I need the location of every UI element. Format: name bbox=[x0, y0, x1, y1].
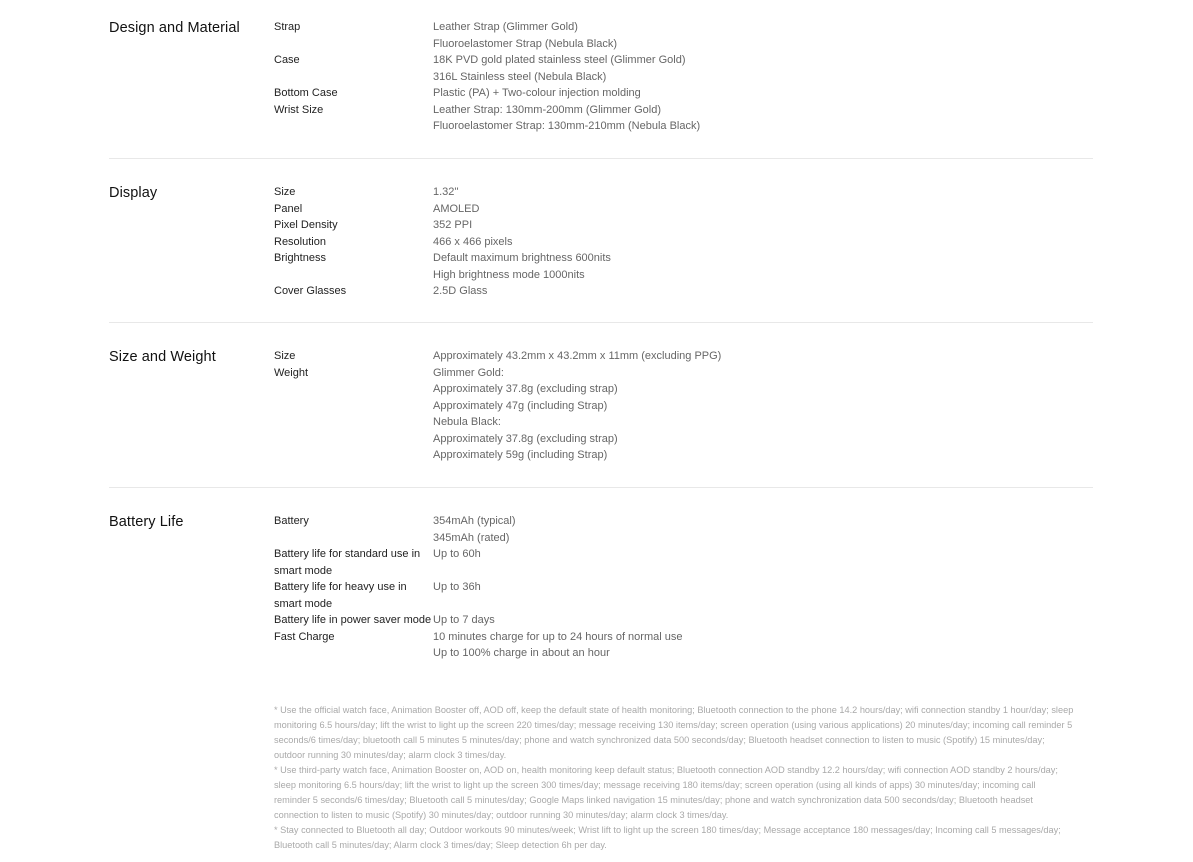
footnote: * Use the official watch face, Animation Booster off, AOD off, keep the default state of health monitoring; Bluetooth connection to the phone 14.2 hours/day; wifi connection standby 1 hour/day; sleep monitoring 6.5 hours/day; lift the wrist to light up the screen 220 times/day; message receiving 130 items/day; screen operation (using various applications) 20 minutes/day; incoming call reminder 5 seconds/6 times/day; bluetooth call 5 minutes 5 minutes/day; phone and watch synchronized data 500 seconds/day; Bluetooth headset connection to listen to music (Spotify) 15 minutes/day; outdoor running 30 minutes/day; alarm clock 3 times/day. bbox=[274, 705, 1074, 760]
spec-row-battery-power-saver bbox=[274, 612, 1094, 629]
spec-value: 466 x 466 pixels bbox=[433, 235, 513, 248]
spec-value: 10 minutes charge for up to 24 hours of normal use bbox=[433, 630, 683, 643]
spec-values bbox=[433, 546, 481, 579]
spec-label: Size bbox=[274, 350, 296, 362]
section-title: Size and Weight bbox=[109, 349, 216, 365]
spec-value: 1.32'' bbox=[433, 186, 459, 198]
spec-values bbox=[433, 184, 459, 201]
spec-row-cover-glasses bbox=[274, 283, 1094, 300]
section-divider bbox=[109, 487, 1093, 488]
spec-value: Approximately 59g (including Strap) bbox=[433, 449, 608, 461]
spec-row-fast-charge bbox=[274, 629, 1094, 662]
spec-row-strap bbox=[274, 19, 1094, 52]
spec-value: 345mAh (rated) bbox=[433, 531, 510, 544]
spec-rows bbox=[274, 184, 1094, 300]
spec-row-size bbox=[274, 348, 1094, 365]
spec-values bbox=[433, 629, 682, 662]
spec-value: Glimmer Gold: bbox=[433, 366, 504, 379]
spec-value: High brightness mode 1000nits bbox=[433, 268, 585, 281]
spec-values bbox=[433, 52, 686, 85]
spec-value: Default maximum brightness 600nits bbox=[433, 252, 611, 264]
spec-value: Up to 60h bbox=[433, 548, 481, 560]
spec-value: Up to 100% charge in about an hour bbox=[433, 647, 610, 659]
spec-label: Weight bbox=[274, 366, 309, 379]
spec-value: Fluoroelastomer Strap (Nebula Black) bbox=[433, 37, 618, 50]
spec-value: Up to 36h bbox=[433, 581, 481, 593]
spec-value: Fluoroelastomer Strap: 130mm-210mm (Nebula Black) bbox=[433, 120, 701, 132]
spec-row-size bbox=[274, 184, 1094, 201]
spec-label: Size bbox=[274, 186, 296, 198]
spec-row-pixel-density bbox=[274, 217, 1094, 234]
spec-row-panel bbox=[274, 201, 1094, 218]
spec-row-resolution bbox=[274, 234, 1094, 251]
spec-label: Wrist Size bbox=[274, 103, 324, 116]
spec-value: AMOLED bbox=[433, 202, 480, 215]
spec-value: Approximately 37.8g (excluding strap) bbox=[433, 383, 618, 395]
spec-row-wrist-size bbox=[274, 102, 1094, 135]
footnote: * Use third-party watch face, Animation Booster on, AOD on, health monitoring keep default status; Bluetooth connection AOD standby 12.2 hours/day; wifi connection AOD standby 2 hours/day; sleep monitoring 6.5 hours/day; lift the wrist to light up the screen 300 times/day; message receiving 180 items/day; screen operation (using all kinds of apps) 30 minutes/day; incoming call reminder 5 seconds/6 times/day; Bluetooth call 5 minutes/day; Google Maps linked navigation 15 minutes/day; phone and watch synchronization data 500 seconds/day; Bluetooth headset connection to listen to music (Spotify) 30 minutes/day; outdoor running 30 minutes/day; alarm clock 3 times/day. bbox=[274, 765, 1058, 820]
spec-label: Case bbox=[274, 54, 300, 66]
spec-values bbox=[433, 234, 513, 251]
spec-row-battery-standard bbox=[274, 546, 1094, 579]
spec-row-case bbox=[274, 52, 1094, 85]
spec-rows bbox=[274, 513, 1094, 662]
spec-label: Fast Charge bbox=[274, 630, 335, 643]
spec-value: Leather Strap (Glimmer Gold) bbox=[433, 21, 578, 33]
spec-label: Battery life for standard use in smart mode bbox=[274, 548, 421, 577]
spec-values bbox=[433, 19, 617, 52]
spec-values bbox=[433, 348, 721, 365]
spec-row-weight bbox=[274, 365, 1094, 464]
spec-label: Pixel Density bbox=[274, 219, 338, 231]
spec-label: Battery life in power saver mode bbox=[274, 614, 432, 626]
footnote: * Stay connected to Bluetooth all day; Outdoor workouts 90 minutes/week; Wrist lift to light up the screen 180 times/day; Message acceptance 180 messages/day; Incoming call 5 messages/day; Bluetooth call 5 minutes/day; Alarm clock 3 times/day; Sleep detection 6h per day. bbox=[274, 825, 1061, 850]
spec-value: Approximately 47g (including Strap) bbox=[433, 399, 608, 412]
spec-value: 316L Stainless steel (Nebula Black) bbox=[433, 70, 607, 83]
spec-values bbox=[433, 283, 487, 300]
spec-value: Plastic (PA) + Two-colour injection molding bbox=[433, 87, 641, 99]
spec-value: 2.5D Glass bbox=[433, 285, 488, 297]
spec-label: Battery bbox=[274, 515, 309, 527]
spec-values bbox=[433, 579, 481, 612]
spec-value: 18K PVD gold plated stainless steel (Glimmer Gold) bbox=[433, 54, 686, 66]
section-divider bbox=[109, 322, 1093, 323]
spec-label: Panel bbox=[274, 202, 303, 215]
spec-value: 354mAh (typical) bbox=[433, 515, 516, 527]
section-divider bbox=[109, 158, 1093, 159]
section-title: Display bbox=[109, 185, 158, 201]
spec-row-brightness bbox=[274, 250, 1094, 283]
spec-values bbox=[433, 250, 611, 283]
spec-values bbox=[433, 217, 472, 234]
spec-value: Approximately 37.8g (excluding strap) bbox=[433, 432, 618, 445]
spec-values bbox=[433, 102, 700, 135]
spec-label: Bottom Case bbox=[274, 87, 338, 99]
spec-rows bbox=[274, 19, 1094, 135]
spec-label: Resolution bbox=[274, 235, 326, 248]
spec-values bbox=[433, 612, 495, 629]
spec-label: Strap bbox=[274, 21, 301, 33]
spec-value: 352 PPI bbox=[433, 219, 473, 231]
spec-row-battery-heavy bbox=[274, 579, 1094, 612]
battery-footnotes bbox=[274, 703, 1074, 853]
spec-label: Battery life for heavy use in smart mode bbox=[274, 581, 407, 610]
spec-value: Up to 7 days bbox=[433, 614, 495, 626]
spec-row-bottom-case bbox=[274, 85, 1094, 102]
section-title: Battery Life bbox=[109, 514, 184, 530]
spec-value: Leather Strap: 130mm-200mm (Glimmer Gold) bbox=[433, 103, 662, 116]
spec-label: Cover Glasses bbox=[274, 285, 347, 297]
spec-label: Brightness bbox=[274, 252, 326, 264]
spec-row-battery bbox=[274, 513, 1094, 546]
spec-value: Approximately 43.2mm x 43.2mm x 11mm (excluding PPG) bbox=[433, 350, 722, 362]
spec-values bbox=[433, 513, 516, 546]
spec-values bbox=[433, 365, 618, 464]
section-title: Design and Material bbox=[109, 20, 240, 36]
spec-rows bbox=[274, 348, 1094, 464]
spec-values bbox=[433, 201, 479, 218]
spec-values bbox=[433, 85, 641, 102]
spec-value: Nebula Black: bbox=[433, 416, 501, 428]
